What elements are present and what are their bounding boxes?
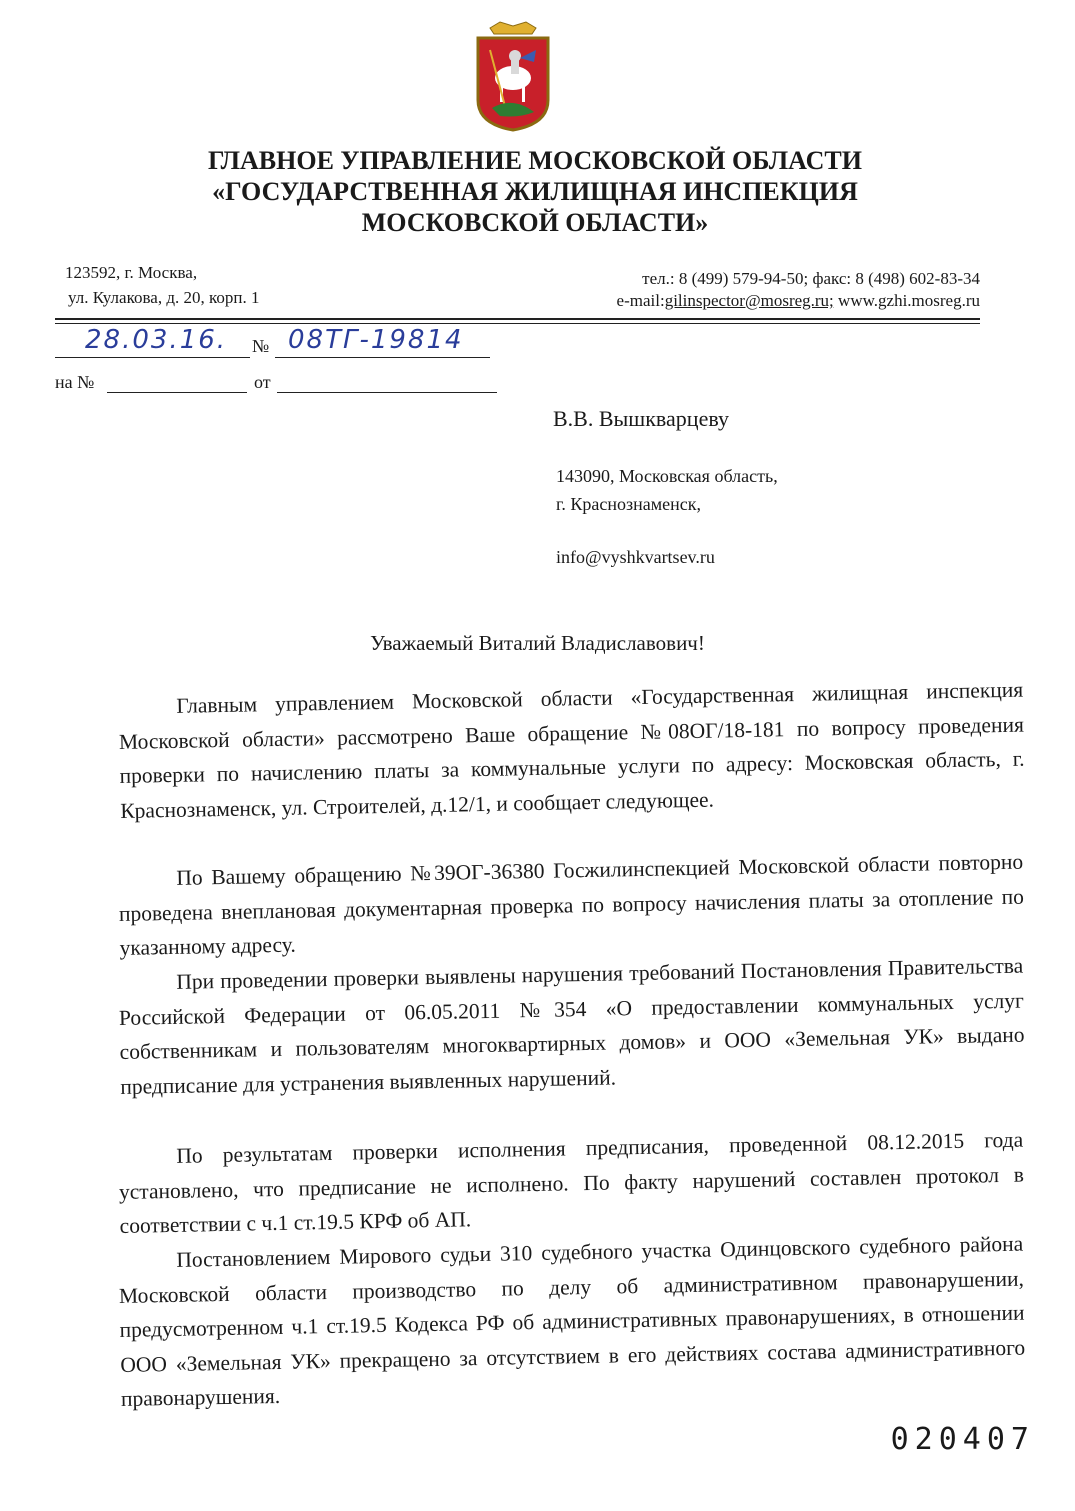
body-paragraph-1: Главным управлением Московской области «Государственная жилищная инспекция Московской области» рассмотрено Ваше обращение №08ОГ/18-181 по вопросу проведения проверки по начислению платы за коммунальные услуги по адресу: Московская область, г. Краснознаменск, ул. Строителей, д.12/1, и сообщает следующее.: [118, 677, 1025, 823]
handwritten-reg-number: 08ТГ-19814: [288, 325, 464, 355]
org-email-website: [617, 290, 980, 312]
recipient-name: В.В. Вышкварцеву: [553, 406, 729, 431]
header-divider-thin: [55, 323, 980, 324]
org-title-line3: МОСКОВСКОЙ ОБЛАСТИ»: [361, 208, 709, 237]
org-title-line2: «ГОСУДАРСТВЕННАЯ ЖИЛИЩНАЯ ИНСПЕКЦИЯ: [212, 177, 858, 206]
moscow-oblast-coat-of-arms: [470, 20, 556, 132]
body-paragraph-4: По результатам проверки исполнения предписания, проведенной 08.12.2015 года установлено, что предписание не исполнено. По факту нарушений составлен протокол в соответствии с ч.1 ст.19.5 КРФ об АП.: [118, 1127, 1025, 1238]
body-paragraph-5: Постановлением Мирового судьи 310 судебного участка Одинцовского судебного района Московской области производство по делу об административном правонарушении, предусмотренном ч.1 ст.19.5 Кодекса РФ об административных правонарушениях, в отношении ООО «Земельная УК» прекращено за отсутствием в его действиях состава административного правонарушения.: [118, 1231, 1026, 1411]
email-label: e-mail:: [616, 291, 665, 310]
reply-to-label: на №: [55, 372, 95, 392]
body-paragraph-3: При проведении проверки выявлены нарушения требований Постановления Правительства Российской Федерации от 06.05.2011 №354 «О предоставлении коммунальных услуг собственникам и пользователям многоквартирных домов» и ООО «Земельная УК» выдано предписание для устранения выявленных нарушений.: [118, 953, 1025, 1099]
document-serial-number: 020407: [890, 1422, 1035, 1457]
date-underline: [55, 357, 250, 358]
org-website: www.gzhi.mosreg.ru: [833, 291, 980, 310]
org-email-link[interactable]: gilinspector@mosreg.ru;: [664, 291, 834, 310]
recipient-address-line1: 143090, Московская область,: [556, 466, 778, 486]
org-phone-fax: тел.: 8 (499) 579-94-50; факс: 8 (498) 602-83-34: [642, 269, 980, 288]
handwritten-date: 28.03.16.: [85, 325, 228, 355]
number-label: №: [252, 336, 270, 356]
recipient-address-line2: г. Краснознаменск,: [556, 494, 701, 514]
org-address-line1: 123592, г. Москва,: [65, 263, 198, 282]
from-date-underline: [277, 392, 497, 393]
number-underline: [275, 357, 490, 358]
body-paragraph-2: По Вашему обращению №39ОГ-36380 Госжилинспекцией Московской области повторно проведена внеплановая документарная проверка по вопросу начисления платы за отопление по указанному адресу.: [118, 849, 1025, 960]
org-title-line1: ГЛАВНОЕ УПРАВЛЕНИЕ МОСКОВСКОЙ ОБЛАСТИ: [208, 146, 862, 175]
from-label: от: [254, 372, 271, 392]
greeting: Уважаемый Виталий Владиславович!: [370, 631, 705, 655]
reply-number-underline: [107, 392, 247, 393]
header-divider: [55, 318, 980, 320]
recipient-email[interactable]: info@vyshkvartsev.ru: [556, 547, 715, 567]
org-address-line2: ул. Кулакова, д. 20, корп. 1: [68, 288, 260, 307]
